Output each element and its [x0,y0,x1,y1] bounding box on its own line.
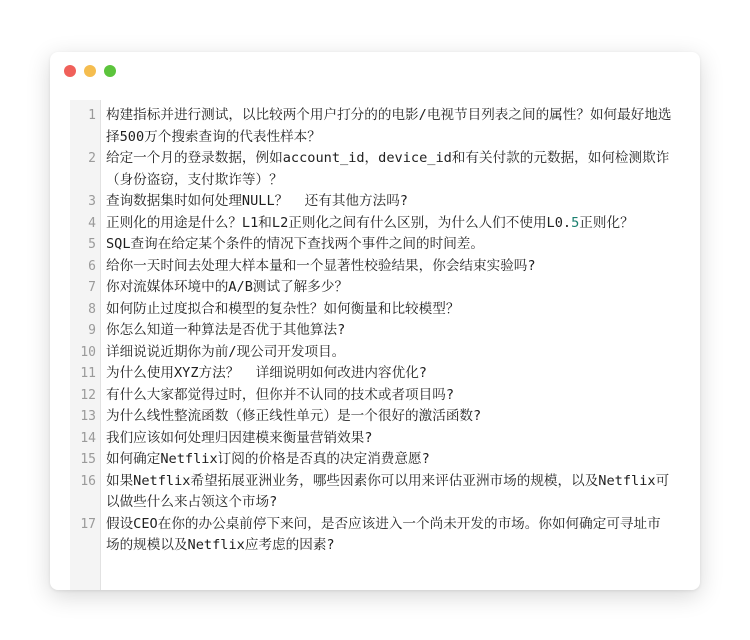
line-text: 如果Netflix希望拓展亚洲业务，哪些因素你可以用来评估亚洲市场的规模，以及Netflix可以做些什么来占领这个市场? [106,472,670,510]
line-text: 为什么使用XYZ方法？ 详细说明如何改进内容优化? [106,365,427,381]
line-number: 15 [80,452,96,467]
line-text: 为什么线性整流函数（修正线性单元）是一个很好的激活函数? [106,408,482,424]
code-line [70,148,680,191]
line-text-part: 正则化的用途是什么？L1和L2正则化之间有什么区别，为什么人们不使用L0. [106,214,572,231]
line-number: 10 [80,344,96,360]
code-line [70,385,680,407]
code-line [70,342,680,364]
line-text: 给你一天时间去处理大样本量和一个显著性校验结果，你会结束实验吗? [106,257,536,274]
line-number: 3 [88,194,96,209]
code-line [70,471,680,514]
code-line [70,299,680,321]
line-number: 17 [80,516,96,532]
line-text-part: 正则化？ [579,214,634,231]
line-text: 你怎么知道一种算法是否优于其他算法? [106,322,346,338]
line-text: 给定一个月的登录数据，例如account_id，device_id和有关付款的元数据，如何检测欺诈（身份盗窃，支付欺诈等）？ [106,150,670,188]
line-number: 5 [88,237,96,252]
code-line [70,191,680,213]
line-text: 有什么大家都觉得过时，但你并不认同的技术或者项目吗? [106,386,455,403]
line-text: 详细说说近期你为前/现公司开发项目。 [106,343,346,360]
code-editor[interactable] [70,100,680,590]
line-text: 你对流媒体环境中的A/B测试了解多少？ [106,279,349,295]
line-text: SQL查询在给定某个条件的情况下查找两个事件之间的时间差。 [106,236,484,252]
code-line [70,105,680,148]
line-number: 2 [88,151,96,166]
code-line [70,363,680,385]
line-number: 16 [80,473,96,489]
code-window [50,52,700,590]
code-line [70,234,680,256]
line-text: 查询数据集时如何处理NULL？ 还有其他方法吗? [106,193,408,209]
close-window-button[interactable] [64,65,76,77]
line-number: 13 [80,409,96,424]
line-text: 假设CEO在你的办公桌前停下来问，是否应该进入一个尚未开发的市场。你如何确定可寻址市场的规模以及Netflix应考虑的因素? [106,515,661,553]
line-number: 1 [88,108,96,123]
code-line [70,320,680,342]
code-line [70,449,680,471]
code-line [70,406,680,428]
line-text: 我们应该如何处理归因建模来衡量营销效果? [106,429,373,446]
line-number: 9 [88,323,96,338]
line-text: 如何防止过度拟合和模型的复杂性？如何衡量和比较模型？ [106,300,460,317]
minimize-window-button[interactable] [84,65,96,77]
line-number: 7 [88,280,96,295]
line-number: 8 [88,301,96,317]
code-lines [70,105,680,557]
code-line [70,428,680,450]
maximize-window-button[interactable] [104,65,116,77]
code-line [70,213,680,235]
line-number: 4 [88,215,96,231]
line-number: 12 [80,387,96,403]
line-text: 构建指标并进行测试，以比较两个用户打分的的电影/电视节目列表之间的属性？如何最好地选择500万个搜索查询的代表性样本？ [106,107,672,145]
code-line [70,514,680,557]
line-number: 11 [80,366,96,381]
line-number: 14 [80,430,96,446]
code-line [70,277,680,299]
code-line [70,256,680,278]
window-titlebar [50,52,700,92]
numeric-literal: 5 [571,214,580,231]
line-text: 如何确定Netflix订阅的价格是否真的决定消费意愿? [106,451,430,467]
line-number: 6 [88,258,96,274]
line-text [102,213,680,235]
